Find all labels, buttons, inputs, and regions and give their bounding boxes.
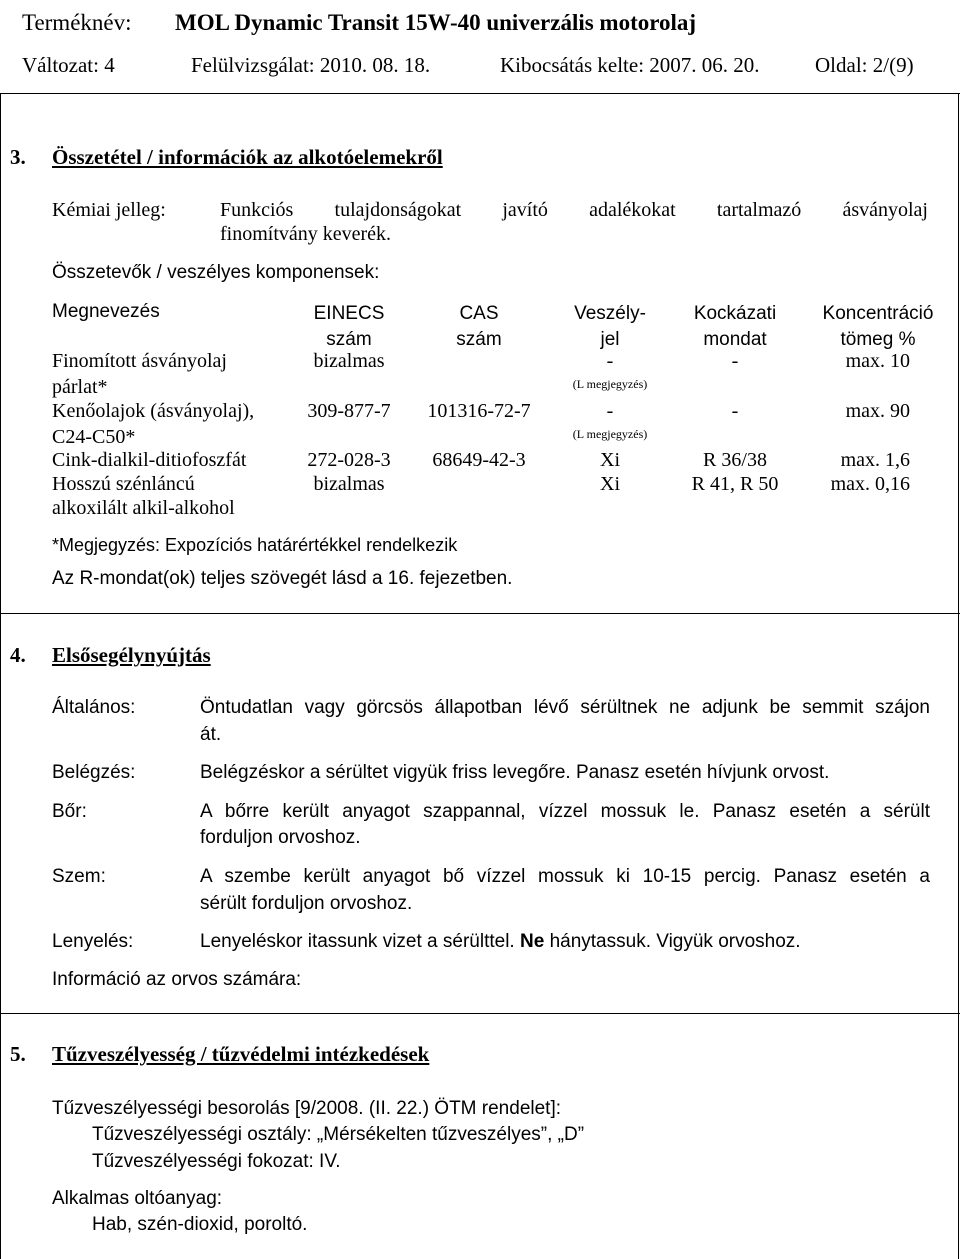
component-name: Kenőolajok (ásványolaj), — [52, 400, 255, 422]
concentration-value: max. 90 — [845, 400, 910, 422]
fire-class: Tűzveszélyességi osztály: „Mérsékelten tűzveszélyes”, „D” — [92, 1124, 585, 1145]
first-aid-label: Belégzés: — [52, 762, 136, 783]
cas-value: 68649-42-3 — [432, 449, 526, 471]
fire-classification: Tűzveszélyességi besorolás [9/2008. (II. 22.) ÖTM rendelet]: — [52, 1098, 562, 1119]
fire-grade: Tűzveszélyességi fokozat: IV. — [92, 1151, 341, 1172]
page-number: Oldal: 2/(9) — [815, 53, 914, 77]
r-phrase-reference: Az R-mondat(ok) teljes szövegét lásd a 16. fejezetben. — [52, 568, 513, 589]
section-5-title — [52, 1042, 429, 1067]
first-aid-label: Általános: — [52, 697, 136, 718]
col-header-cas — [420, 301, 538, 353]
hazard-value: - — [606, 400, 614, 422]
section-3-title-text: Összetétel / információk az alkotóelemekről — [52, 145, 443, 169]
revision-date: Felülvizsgálat: 2010. 08. 18. — [191, 53, 431, 77]
version: Változat: 4 — [22, 53, 115, 77]
first-aid-text-cont: sérült forduljon orvoshoz. — [200, 893, 413, 914]
ingestion-label: Lenyelés: — [52, 931, 134, 952]
first-aid-text: A szembe került anyagot bő vízzel mossuk ki 10-15 percig. Panasz esetén a — [200, 866, 930, 887]
cas-header-1: CAS — [459, 303, 499, 324]
einecs-header-1: EINECS — [313, 303, 385, 324]
product-label: Terméknév: — [22, 10, 132, 35]
ingestion-text-bold: Ne — [520, 931, 545, 952]
hazard-note: (L megjegyzés) — [572, 377, 648, 391]
risk-value: - — [731, 350, 739, 372]
section-3-title — [52, 145, 443, 170]
hazard-header-1: Veszély- — [574, 303, 646, 324]
einecs-header-2: szám — [326, 329, 372, 350]
hazard-value: Xi — [600, 473, 620, 495]
component-name-cont: alkoxilált alkil-alkohol — [52, 497, 235, 519]
exposure-note: *Megjegyzés: Expozíciós határértékkel rendelkezik — [52, 535, 458, 555]
first-aid-label: Szem: — [52, 866, 106, 887]
chemical-nature-label: Kémiai jelleg: — [52, 199, 166, 221]
component-name-cont: párlat* — [52, 376, 108, 398]
first-aid-text: Öntudatlan vagy görcsös állapotban lévő sérültnek ne adjunk be semmit szájon — [200, 697, 930, 718]
risk-value: - — [731, 400, 739, 422]
left-border — [0, 93, 1, 1259]
issue-date: Kibocsátás kelte: 2007. 06. 20. — [500, 53, 760, 77]
section-divider-4-5 — [0, 1013, 960, 1014]
risk-value: R 41, R 50 — [691, 473, 779, 495]
section-4-number: 4. — [10, 643, 26, 667]
section-3-number: 3. — [10, 145, 26, 169]
component-name-cont: C24-C50* — [52, 426, 136, 448]
component-name: Cink-dialkil-ditiofoszfát — [52, 449, 247, 471]
first-aid-text-cont: forduljon orvoshoz. — [200, 827, 361, 848]
hazard-header-2: jel — [600, 329, 620, 350]
section-4-title-text: Elsősegélynyújtás — [52, 643, 211, 667]
product-name: MOL Dynamic Transit 15W-40 univerzális motorolaj — [175, 10, 697, 35]
risk-header-2: mondat — [703, 329, 767, 350]
doctor-info-label: Információ az orvos számára: — [52, 969, 302, 990]
concentration-value: max. 0,16 — [830, 473, 910, 495]
risk-header-1: Kockázati — [693, 303, 777, 324]
einecs-value: 309-877-7 — [307, 400, 391, 422]
section-5-title-text: Tűzveszélyesség / tűzvédelmi intézkedések — [52, 1042, 430, 1066]
hazard-value: - — [606, 350, 614, 372]
ingestion-text — [200, 931, 801, 953]
concentration-value: max. 10 — [845, 350, 910, 372]
ingestion-text-b: hánytassuk. Vigyük orvoshoz. — [544, 931, 801, 952]
component-name: Hosszú szénláncú — [52, 473, 195, 495]
col-header-concentration — [808, 301, 948, 353]
einecs-value: bizalmas — [313, 473, 385, 495]
col-header-name: Megnevezés — [52, 301, 160, 322]
first-aid-text: A bőrre került anyagot szappannal, vízzel mossuk le. Panasz esetén a sérült — [200, 801, 930, 822]
einecs-value: 272-028-3 — [307, 449, 391, 471]
ingestion-text-a: Lenyeléskor itassunk vizet a sérülttel. — [200, 931, 520, 952]
components-label: Összetevők / veszélyes komponensek: — [52, 262, 380, 283]
concentration-header-2: tömeg % — [840, 329, 916, 350]
col-header-einecs — [290, 301, 408, 353]
hazard-note: (L megjegyzés) — [572, 427, 648, 441]
extinguishing-agents: Hab, szén-dioxid, poroltó. — [92, 1214, 308, 1235]
first-aid-text: Belégzéskor a sérültet vigyük friss levegőre. Panasz esetén hívjunk orvost. — [200, 762, 830, 783]
einecs-value: bizalmas — [313, 350, 385, 372]
chemical-nature-line1: Funkciós tulajdonságokat javító adalékokat tartalmazó ásványolaj — [220, 199, 928, 221]
cas-header-2: szám — [456, 329, 502, 350]
concentration-value: max. 1,6 — [840, 449, 910, 471]
section-4-title — [52, 643, 211, 668]
section-divider-3-4 — [0, 613, 960, 614]
section-5-number: 5. — [10, 1042, 26, 1066]
risk-value: R 36/38 — [703, 449, 767, 471]
col-header-hazard — [548, 301, 672, 353]
hazard-value: Xi — [600, 449, 620, 471]
cas-value: 101316-72-7 — [427, 400, 531, 422]
component-name: Finomított ásványolaj — [52, 350, 227, 372]
chemical-nature-line2: finomítvány keverék. — [220, 223, 392, 245]
header-divider — [0, 93, 960, 94]
concentration-header-1: Koncentráció — [822, 303, 934, 324]
first-aid-label: Bőr: — [52, 801, 87, 822]
right-border — [958, 93, 959, 1259]
extinguishing-agent-label: Alkalmas oltóanyag: — [52, 1188, 223, 1209]
first-aid-text-cont: át. — [200, 724, 222, 745]
col-header-risk — [675, 301, 795, 353]
